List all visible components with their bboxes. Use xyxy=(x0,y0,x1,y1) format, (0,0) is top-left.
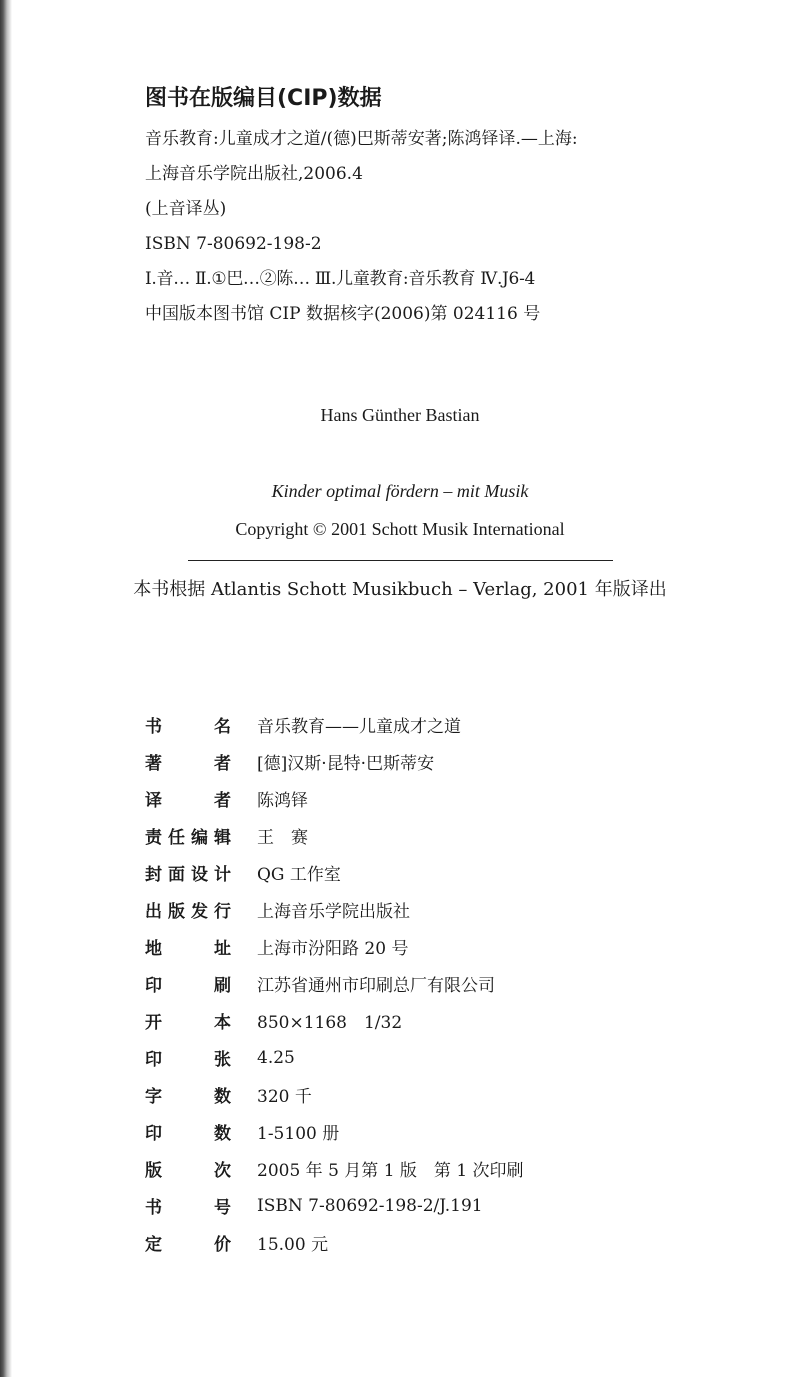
detail-value: 15.00 元 xyxy=(257,1235,329,1255)
detail-label xyxy=(145,712,231,737)
detail-label xyxy=(145,1230,231,1255)
original-author: Hans Günther Bastian xyxy=(320,405,480,425)
cip-title: 图书在版编目(CIP)数据 xyxy=(145,86,382,111)
detail-label-char: 者 xyxy=(214,754,231,774)
detail-label-char: 任 xyxy=(168,828,185,848)
detail-label-char: 行 xyxy=(214,902,231,922)
detail-value: 320 千 xyxy=(257,1087,312,1107)
detail-row xyxy=(145,780,765,817)
detail-label-char: 书 xyxy=(145,717,162,737)
detail-label-char: 责 xyxy=(145,828,162,848)
detail-row xyxy=(145,1113,765,1150)
detail-value: 2005 年 5 月第 1 版 第 1 次印刷 xyxy=(257,1161,524,1181)
detail-value: QG 工作室 xyxy=(257,865,341,885)
detail-row xyxy=(145,1187,765,1224)
detail-value: ISBN 7-80692-198-2/J.191 xyxy=(257,1195,483,1216)
cip-line: 上海音乐学院出版社,2006.4 xyxy=(145,164,363,184)
copyright-notice: Copyright © 2001 Schott Musik International xyxy=(235,519,565,539)
detail-label-char: 者 xyxy=(214,791,231,811)
detail-label-char: 面 xyxy=(168,865,185,885)
detail-label-char: 封 xyxy=(145,865,162,885)
detail-label-char: 定 xyxy=(145,1235,162,1255)
detail-label-char: 号 xyxy=(214,1198,231,1218)
detail-label xyxy=(145,1119,231,1144)
detail-label xyxy=(145,860,231,885)
detail-label-char: 址 xyxy=(214,939,231,959)
detail-label-char: 出 xyxy=(145,902,162,922)
detail-label-char: 版 xyxy=(145,1161,162,1181)
detail-label-char: 书 xyxy=(145,1198,162,1218)
detail-value: 上海市汾阳路 20 号 xyxy=(257,939,409,959)
detail-label xyxy=(145,823,231,848)
detail-value: 王 赛 xyxy=(257,828,308,848)
detail-row xyxy=(145,854,765,891)
cip-line: 中国版本图书馆 CIP 数据核字(2006)第 024116 号 xyxy=(145,304,541,324)
detail-label-char: 字 xyxy=(145,1087,162,1107)
detail-row xyxy=(145,1039,765,1076)
detail-label-char: 印 xyxy=(145,976,162,996)
detail-row xyxy=(145,706,765,743)
detail-label-char: 辑 xyxy=(214,828,231,848)
detail-label xyxy=(145,1156,231,1181)
detail-label-char: 数 xyxy=(214,1124,231,1144)
detail-label xyxy=(145,1193,231,1218)
cip-line: ISBN 7-80692-198-2 xyxy=(145,234,322,254)
cip-line: (上音译丛) xyxy=(145,199,227,219)
detail-label xyxy=(145,971,231,996)
detail-label-char: 数 xyxy=(214,1087,231,1107)
detail-row xyxy=(145,891,765,928)
publication-details xyxy=(145,706,765,1261)
detail-label-char: 次 xyxy=(214,1161,231,1181)
detail-label-char: 版 xyxy=(168,902,185,922)
detail-value: 江苏省通州市印刷总厂有限公司 xyxy=(257,976,495,996)
translation-source-note: 本书根据 Atlantis Schott Musikbuch – Verlag, 2001 年版译出 xyxy=(133,579,667,600)
divider xyxy=(188,560,613,561)
detail-row xyxy=(145,928,765,965)
detail-label-char: 地 xyxy=(145,939,162,959)
detail-value: [德]汉斯·昆特·巴斯蒂安 xyxy=(257,754,435,774)
detail-row xyxy=(145,965,765,1002)
detail-row xyxy=(145,1150,765,1187)
detail-row xyxy=(145,1002,765,1039)
detail-label-char: 开 xyxy=(145,1013,162,1033)
detail-label-char: 名 xyxy=(214,717,231,737)
detail-label-char: 印 xyxy=(145,1050,162,1070)
detail-row xyxy=(145,743,765,780)
cip-block xyxy=(145,84,785,332)
detail-value: 850×1168 1/32 xyxy=(257,1013,403,1033)
detail-label-char: 刷 xyxy=(214,976,231,996)
detail-label xyxy=(145,1082,231,1107)
detail-label xyxy=(145,1045,231,1070)
detail-label-char: 设 xyxy=(191,865,208,885)
detail-label-char: 本 xyxy=(214,1013,231,1033)
detail-label-char: 价 xyxy=(214,1235,231,1255)
detail-label xyxy=(145,786,231,811)
detail-value: 陈鸿铎 xyxy=(257,791,308,811)
detail-value: 4.25 xyxy=(257,1047,295,1068)
detail-label-char: 发 xyxy=(191,902,208,922)
detail-label-char: 张 xyxy=(214,1050,231,1070)
detail-label xyxy=(145,897,231,922)
detail-label-char: 著 xyxy=(145,754,162,774)
detail-label-char: 编 xyxy=(191,828,208,848)
original-title: Kinder optimal fördern – mit Musik xyxy=(271,481,529,501)
detail-label-char: 译 xyxy=(145,791,162,811)
detail-label xyxy=(145,749,231,774)
detail-row xyxy=(145,1224,765,1261)
detail-row xyxy=(145,1076,765,1113)
original-edition-credits xyxy=(0,400,800,605)
cip-line: Ⅰ.音… Ⅱ.①巴…②陈… Ⅲ.儿童教育:音乐教育 Ⅳ.J6-4 xyxy=(145,269,536,289)
detail-value: 1-5100 册 xyxy=(257,1124,340,1144)
detail-label-char: 计 xyxy=(214,865,231,885)
detail-label xyxy=(145,934,231,959)
detail-label-char: 印 xyxy=(145,1124,162,1144)
detail-label xyxy=(145,1008,231,1033)
cip-line: 音乐教育:儿童成才之道/(德)巴斯蒂安著;陈鸿铎译.—上海: xyxy=(145,129,578,149)
scan-edge-shadow xyxy=(0,0,12,1377)
detail-value: 上海音乐学院出版社 xyxy=(257,902,410,922)
detail-row xyxy=(145,817,765,854)
detail-value: 音乐教育——儿童成才之道 xyxy=(257,717,461,737)
